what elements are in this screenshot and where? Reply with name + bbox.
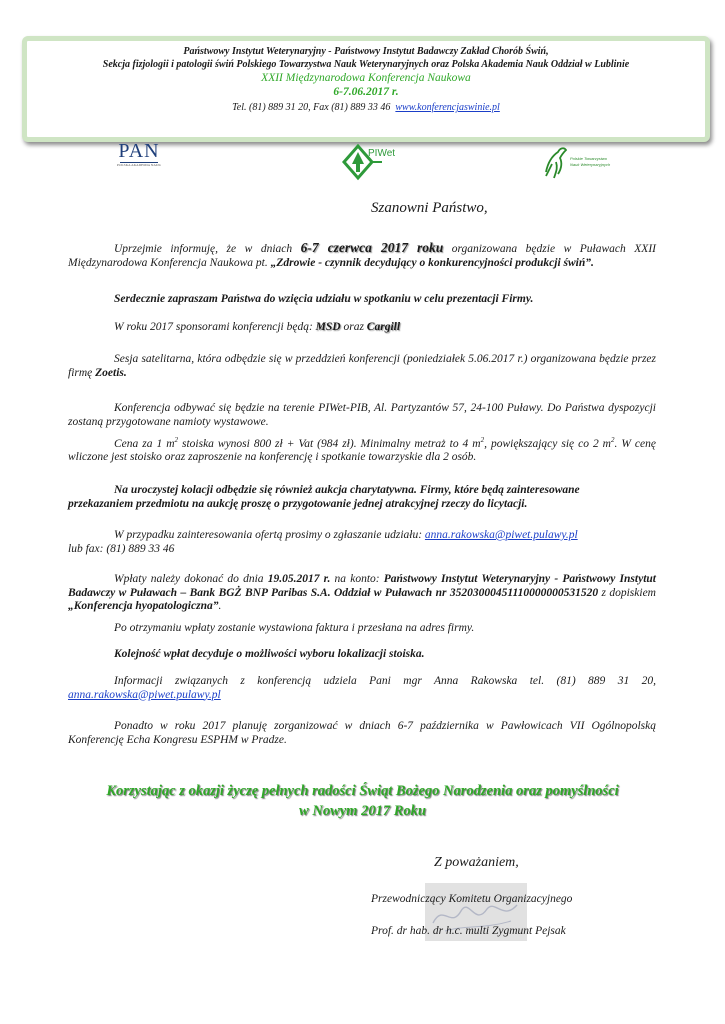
sup: 2 [610, 436, 615, 444]
contact-phone: Tel. (81) 889 31 20, Fax (81) 889 33 46 [232, 102, 391, 113]
text: na konto: [330, 573, 384, 585]
letterhead-box [22, 36, 710, 142]
contact-line [27, 102, 705, 114]
signatory-name: Prof. dr hab. dr h.c. multi Zygmunt Pejsak [371, 925, 566, 937]
payment-note: „Konferencja hyopatologiczna” [68, 600, 219, 612]
signatory-role: Przewodniczący Komitetu Organizacyjnego [371, 893, 573, 905]
sponsor-msd: MSD [315, 321, 341, 333]
text: Informacji związanych z konferencją udziela Pani mgr Anna Rakowska tel. (81) 889 31 20, [114, 675, 656, 687]
text: Cena za 1 m [114, 437, 175, 450]
paragraph-invitation [68, 241, 656, 270]
piwet-emblem-icon [338, 140, 418, 184]
paragraph-registration [68, 529, 656, 556]
paragraph-payment [68, 573, 656, 614]
paragraph-invite-firm: Serdecznie zapraszam Państwa do wzięcia udziału w spotkaniu w celu prezentacji Firmy. [114, 293, 534, 305]
text: organizowana będzie w Puławach XXII Międzynarodowa Konferencja Naukowa pt. [68, 243, 656, 269]
text: stoiska wynosi 800 zł + Vat (984 zł). Minimalny metraż to 4 m [178, 437, 481, 450]
closing: Z poważaniem, [434, 855, 519, 870]
horse-emblem-icon [540, 142, 570, 182]
greeting: Szanowni Państwo, [371, 200, 488, 216]
section-name: Sekcja fizjologii i patologii świń Polskiego Towarzystwa Nauk Weterynaryjnych oraz Polska Akademia Nauk Oddział w Lublinie [102, 59, 630, 70]
piwet-logo [338, 140, 418, 184]
paragraph-invoice: Po otrzymaniu wpłaty zostanie wystawiona faktura i przesłana na adres firmy. [114, 622, 475, 634]
bank-account: Państwowy Instytut Weterynaryjny - Państwowy Instytut Badawczy w Puławach – Bank BGŻ BNP Paribas S.A. Oddział w Puławach nr 35203000451110000000531520 [68, 573, 656, 599]
text: oraz [340, 321, 367, 333]
firm-zoetis: Zoetis. [95, 366, 127, 379]
pan-logo [114, 140, 164, 180]
website-link[interactable]: www.konferencjaswinie.pl [395, 102, 500, 113]
payment-date: 19.05.2017 r. [267, 573, 331, 585]
sup: 2 [480, 436, 485, 444]
text: z dopiskiem [598, 586, 656, 599]
piwet-logo-text: PIWet [368, 148, 396, 159]
institute-name: Państwowy Instytut Weterynaryjny - Państwowy Instytut Badawczy Zakład Chorób Świń, [183, 46, 549, 57]
pan-logo-text: PAN [118, 140, 160, 162]
text: Uprzejmie informuję, że w dniach [114, 243, 301, 255]
paragraph-venue: Konferencja odbywać się będzie na terenie PIWet-PIB, Al. Partyzantów 57, 24-100 Puławy. Do Państwa dyspozycji zostaną przygotowane namioty wystawowe. [68, 402, 656, 428]
paragraph-order: Kolejność wpłat decyduje o możliwości wyboru lokalizacji stoiska. [114, 648, 425, 660]
conference-date: 6-7 czerwca 2017 roku [300, 240, 444, 255]
paragraph-auction: Na uroczystej kolacji odbędzie się również aukcja charytatywna. Firmy, które będą zainteresowane przekazaniem przedmiotu na aukcję proszę o przygotowanie jednej atrakcyjnej rzeczy do licytacji. [68, 484, 580, 510]
text: , powiększający się co 2 m [484, 437, 611, 450]
ptnw-line1: Polskie Towarzystwo [570, 156, 607, 161]
fax-text: lub fax: (81) 889 33 46 [68, 542, 175, 555]
text: Sesja satelitarna, która odbędzie się w przeddzień konferencji (poniedziałek 5.06.2017 r.) organizowana będzie przez firmę [68, 353, 656, 379]
sponsor-cargill: Cargill [366, 321, 401, 333]
ptnw-logo-text [570, 156, 610, 168]
contact-email-link[interactable]: anna.rakowska@piwet.pulawy.pl [68, 688, 221, 701]
conference-title: „Zdrowie - czynnik decydujący o konkurencyjności produkcji świń”. [270, 256, 594, 269]
email-link[interactable]: anna.rakowska@piwet.pulawy.pl [424, 529, 578, 541]
text: . W cenę wliczone jest stoisko oraz zaproszenie na konferencję i spotkanie towarzyskie dla 2 osób. [68, 437, 656, 464]
holiday-wishes-line1: Korzystając z okazji życzę pełnych radości Świąt Bożego Narodzenia oraz pomyślności [106, 783, 619, 799]
paragraph-price [68, 434, 656, 465]
pan-logo-subtext: POLSKA AKADEMIA NAUK [117, 163, 161, 167]
holiday-wishes-line2: w Nowym 2017 Roku [299, 803, 426, 819]
text: . [218, 600, 222, 612]
conference-dates: 6-7.06.2017 r. [333, 86, 399, 98]
sup: 2 [174, 436, 178, 444]
text: W przypadku zainteresowania ofertą prosimy o zgłaszanie udziału: [114, 529, 425, 541]
paragraph-contact [68, 675, 656, 702]
paragraph-sponsors [114, 321, 674, 335]
ptnw-logo [540, 142, 630, 186]
ptnw-line2: Nauk Weterynaryjnych [570, 162, 611, 167]
paragraph-satellite [68, 353, 656, 380]
text: Wpłaty należy dokonać do dnia [114, 573, 268, 585]
text: W roku 2017 sponsorami konferencji będą: [114, 321, 316, 333]
conference-name: XXII Międzynarodowa Konferencja Naukowa [261, 72, 471, 84]
paragraph-next-conference: Ponadto w roku 2017 planuję zorganizować w dniach 6-7 października w Pawłowicach VII Ogólnopolską Konferencję Echa Kongresu ESPHM w Pradze. [68, 720, 656, 746]
